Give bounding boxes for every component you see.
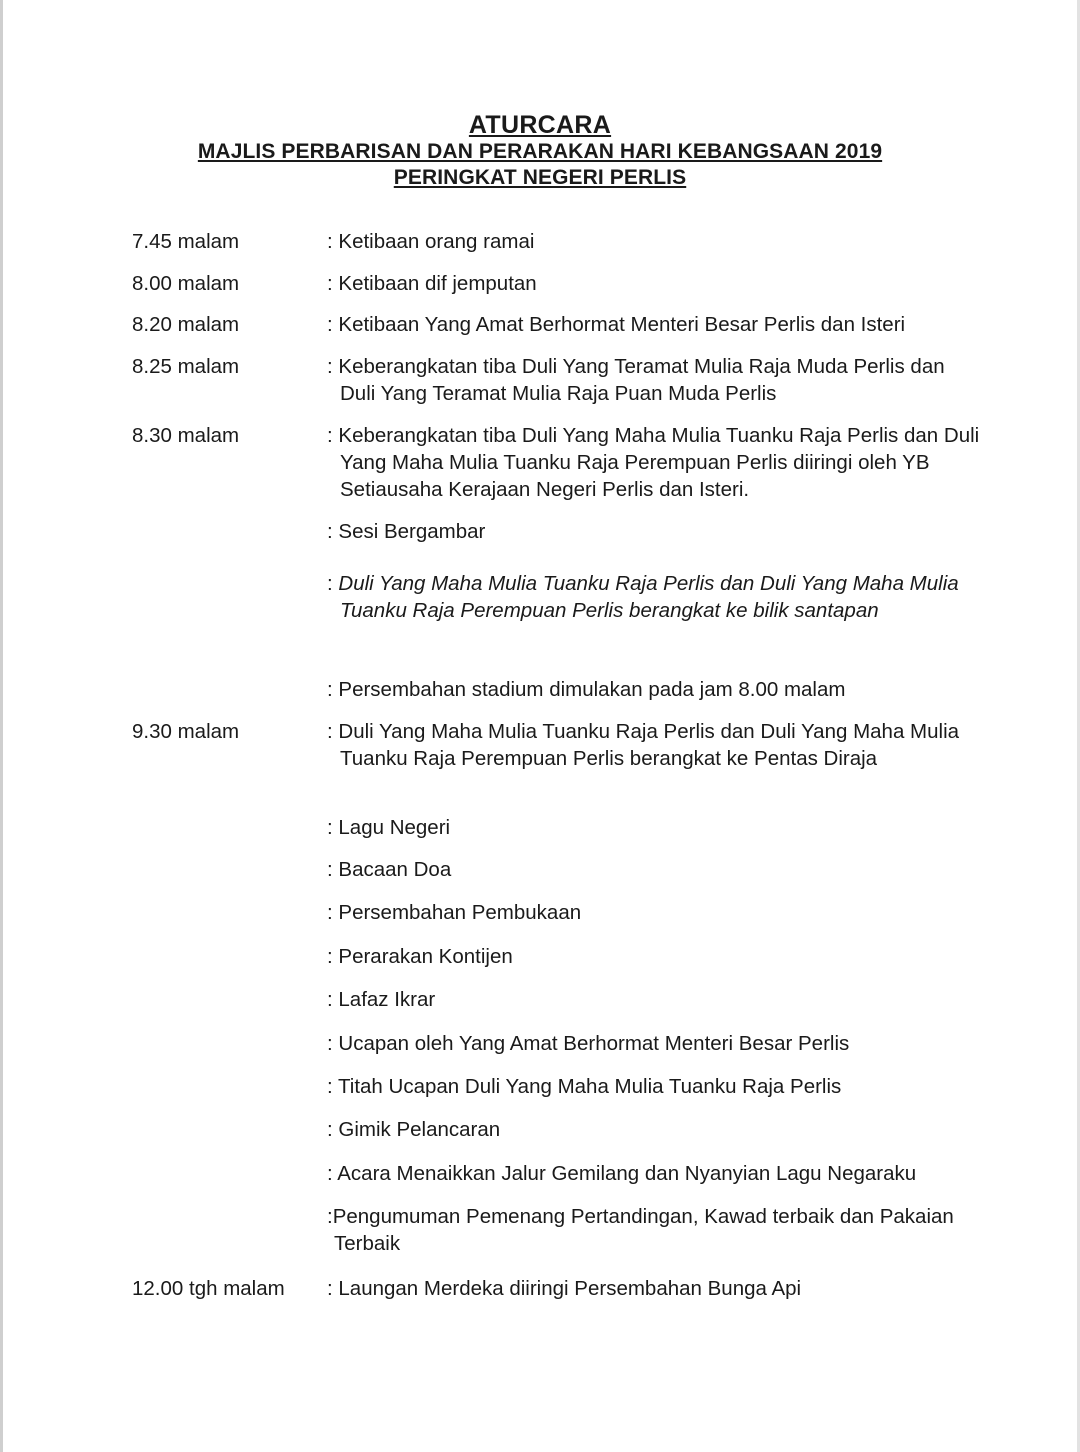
schedule-item-prefix: : — [327, 572, 339, 595]
schedule-time: 8.00 malam — [132, 272, 240, 295]
schedule-item: : Bacaan Doa — [327, 858, 452, 881]
schedule-item: : Ketibaan orang ramai — [327, 230, 535, 253]
schedule-item: : Ketibaan dif jemputan — [327, 272, 537, 295]
schedule-item: : Perarakan Kontijen — [327, 945, 513, 968]
schedule-item: : Persembahan stadium dimulakan pada jam 8.00 malam — [327, 678, 846, 701]
schedule-item: : Lagu Negeri — [327, 816, 451, 839]
schedule-item: : Persembahan Pembukaan — [327, 901, 582, 924]
schedule-time: 7.45 malam — [132, 230, 240, 253]
schedule-item: : Sesi Bergambar — [327, 520, 486, 543]
schedule-item-italic — [327, 570, 985, 624]
schedule-item: : Keberangkatan tiba Duli Yang Maha Mulia Tuanku Raja Perlis dan Duli Yang Maha Mulia Tuanku Raja Perempuan Perlis diiringi oleh YB Setiausaha Kerajaan Negeri Perlis dan Isteri. — [327, 424, 980, 501]
schedule-item-italic-text: Duli Yang Maha Mulia Tuanku Raja Perlis dan Duli Yang Maha Mulia Tuanku Raja Perempuan Perlis berangkat ke bilik santapan — [338, 572, 959, 622]
schedule-item: : Lafaz Ikrar — [327, 988, 436, 1011]
schedule-time: 9.30 malam — [132, 720, 240, 743]
document-subtitle-event: MAJLIS PERBARISAN DAN PERARAKAN HARI KEBANGSAAN 2019 — [197, 140, 883, 163]
schedule-time: 12.00 tgh malam — [132, 1277, 285, 1300]
schedule-item: : Acara Menaikkan Jalur Gemilang dan Nyanyian Lagu Negaraku — [327, 1162, 917, 1185]
schedule-item: : Duli Yang Maha Mulia Tuanku Raja Perlis dan Duli Yang Maha Mulia Tuanku Raja Perempuan Perlis berangkat ke Pentas Diraja — [327, 720, 960, 770]
schedule-item: : Ucapan oleh Yang Amat Berhormat Menteri Besar Perlis — [327, 1032, 850, 1055]
document-title: ATURCARA — [468, 111, 612, 139]
schedule-item: : Gimik Pelancaran — [327, 1118, 501, 1141]
schedule-time: 8.30 malam — [132, 424, 240, 447]
schedule-item: : Titah Ucapan Duli Yang Maha Mulia Tuanku Raja Perlis — [327, 1075, 842, 1098]
schedule-item: : Keberangkatan tiba Duli Yang Teramat Mulia Raja Muda Perlis dan Duli Yang Teramat Mulia Raja Puan Muda Perlis — [327, 355, 945, 405]
schedule-item: : Laungan Merdeka diiringi Persembahan Bunga Api — [327, 1277, 802, 1300]
page-edge-left — [0, 0, 3, 1452]
schedule-time: 8.25 malam — [132, 355, 240, 378]
schedule-time: 8.20 malam — [132, 313, 240, 336]
schedule-item: :Pengumuman Pemenang Pertandingan, Kawad terbaik dan Pakaian Terbaik — [327, 1205, 954, 1255]
schedule-item: : Ketibaan Yang Amat Berhormat Menteri Besar Perlis dan Isteri — [327, 313, 906, 336]
document-subtitle-level: PERINGKAT NEGERI PERLIS — [393, 166, 687, 189]
